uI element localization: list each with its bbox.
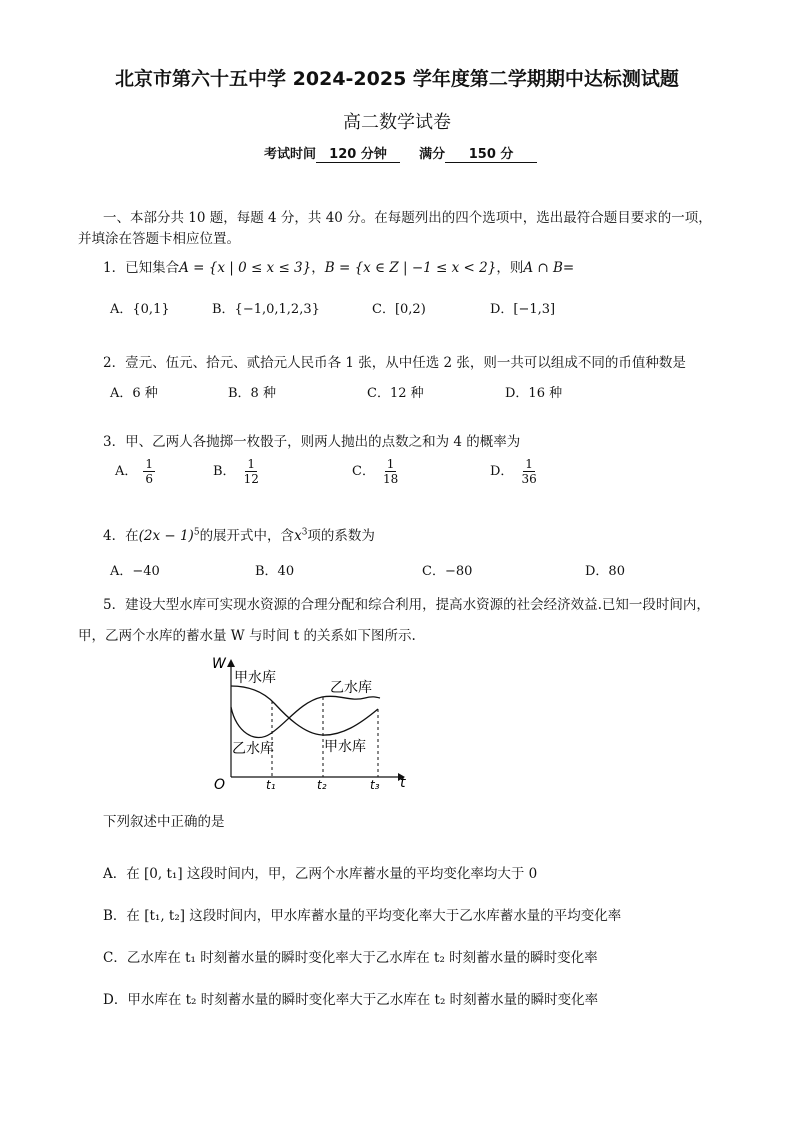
- question-2-stem: 2．壹元、伍元、拾元、贰拾元人民币各 1 张，从中任选 2 张，则一共可以组成不同的币值种数是: [103, 355, 686, 371]
- fraction-numerator: 1: [386, 457, 395, 471]
- q2-option-b[interactable]: B．8 种: [228, 386, 276, 401]
- q3-option-c-label: C．: [352, 464, 375, 479]
- q4-option-d[interactable]: D．80: [585, 564, 625, 579]
- q3-option-a-fraction: [143, 457, 155, 486]
- exam-subtitle: 高二数学试卷: [343, 112, 451, 133]
- q4-expression: (2x − 1): [138, 528, 194, 544]
- label-jia-top: 甲水库: [234, 670, 276, 686]
- q3-option-c-fraction: [381, 457, 400, 486]
- q5-option-d[interactable]: D．甲水库在 t₂ 时刻蓄水量的瞬时变化率大于乙水库在 t₂ 时刻蓄水量的瞬时变化率: [103, 992, 599, 1008]
- q1-option-c[interactable]: C．[0,2): [372, 302, 426, 317]
- time-label: 考试时间: [264, 147, 317, 162]
- exam-title: 北京市第六十五中学 2024-2025 学年度第二学期期中达标测试题: [115, 68, 679, 90]
- q1-stem-d: =: [562, 260, 575, 276]
- q4-option-b[interactable]: B．40: [255, 564, 295, 579]
- section-intro-line2: 并填涂在答题卡相应位置。: [78, 231, 240, 247]
- fraction-numerator: 1: [247, 457, 256, 471]
- fraction-denominator: 36: [521, 472, 537, 486]
- q2-option-d[interactable]: D．16 种: [505, 386, 563, 401]
- q4-option-a[interactable]: A．−40: [110, 564, 160, 579]
- q1-intersection: A ∩ B: [523, 260, 563, 276]
- score-label: 满分: [419, 147, 446, 162]
- q3-option-b[interactable]: [213, 457, 261, 486]
- t2-label: t₂: [317, 778, 327, 792]
- question-5-prompt: 下列叙述中正确的是: [103, 814, 225, 830]
- label-yi-bottom: 乙水库: [232, 741, 274, 757]
- curve-yi: [231, 696, 380, 737]
- fraction-numerator: 1: [525, 457, 533, 471]
- q4-stem-b: 的展开式中，含: [199, 528, 295, 544]
- q1-option-a[interactable]: A．{0,1}: [110, 302, 170, 317]
- q1-stem-a: 1．已知集合: [103, 260, 180, 276]
- q2-option-a[interactable]: A．6 种: [110, 386, 158, 401]
- section-intro-line1: 一、本部分共 10 题，每题 4 分，共 40 分。在每题列出的四个选项中，选出最符合题目要求的一项，: [103, 210, 712, 226]
- question-1-stem: [103, 256, 574, 276]
- q3-option-a-label: A．: [115, 464, 138, 479]
- q4-exponent: 5: [193, 527, 200, 538]
- label-yi-top: 乙水库: [330, 680, 372, 696]
- q2-option-c[interactable]: C．12 种: [367, 386, 424, 401]
- q4-option-c[interactable]: C．−80: [422, 564, 473, 579]
- time-value: 120 分钟: [316, 143, 400, 163]
- question-3-stem: 3．甲、乙两人各抛掷一枚骰子，则两人抛出的点数之和为 4 的概率为: [103, 434, 521, 450]
- q1-option-d[interactable]: D．[−1,3]: [490, 302, 556, 317]
- t1-label: t₁: [266, 778, 276, 792]
- q1-option-b[interactable]: B．{−1,0,1,2,3}: [212, 302, 320, 317]
- question-5-stem-line2: 甲，乙两个水库的蓄水量 W 与时间 t 的关系如下图所示.: [78, 628, 416, 644]
- q5-option-c[interactable]: C．乙水库在 t₁ 时刻蓄水量的瞬时变化率大于乙水库在 t₂ 时刻蓄水量的瞬时变化率: [103, 950, 598, 966]
- exam-meta: [264, 143, 537, 163]
- y-axis-label: W: [212, 656, 226, 672]
- question-5-stem-line1: 5．建设大型水库可实现水资源的合理分配和综合利用，提高水资源的社会经济效益.已知一段时间内，: [103, 597, 710, 613]
- q4-stem-a: 4．在: [103, 528, 139, 544]
- origin-label: O: [214, 777, 226, 792]
- label-jia-bottom: 甲水库: [324, 739, 366, 755]
- q1-stem-c: ，则: [496, 260, 524, 276]
- q1-set-b: B = {x ∈ Z | −1 ≤ x < 2}: [324, 260, 497, 276]
- t3-label: t₃: [370, 778, 380, 792]
- question-4-stem: [103, 524, 375, 544]
- q4-term-exponent: 3: [301, 527, 308, 538]
- fraction-denominator: 12: [243, 472, 259, 486]
- q3-option-d-fraction: [519, 457, 538, 486]
- fraction-denominator: 6: [145, 472, 154, 486]
- q4-term: x: [294, 528, 302, 544]
- score-value: 150 分: [445, 143, 537, 163]
- q4-stem-c: 项的系数为: [307, 528, 375, 544]
- q3-option-a[interactable]: [115, 457, 155, 486]
- q3-option-b-label: B．: [213, 464, 236, 479]
- x-axis-label: t: [400, 775, 406, 791]
- q1-stem-b: ，: [311, 260, 325, 276]
- q5-option-b[interactable]: B．在 [t₁, t₂] 这段时间内，甲水库蓄水量的平均变化率大于乙水库蓄水量的平均变化率: [103, 908, 622, 924]
- q3-option-c[interactable]: [352, 457, 400, 486]
- q1-set-a: A = {x | 0 ≤ x ≤ 3}: [179, 260, 312, 276]
- fraction-numerator: 1: [145, 457, 154, 471]
- q3-option-d-label: D．: [490, 464, 514, 479]
- fraction-denominator: 18: [382, 472, 399, 486]
- q3-option-d[interactable]: [490, 457, 539, 486]
- reservoir-graph: [200, 652, 410, 792]
- y-axis-arrow: [227, 659, 235, 667]
- q5-option-a[interactable]: A．在 [0, t₁] 这段时间内，甲，乙两个水库蓄水量的平均变化率均大于 0: [103, 866, 538, 882]
- q3-option-b-fraction: [242, 457, 261, 486]
